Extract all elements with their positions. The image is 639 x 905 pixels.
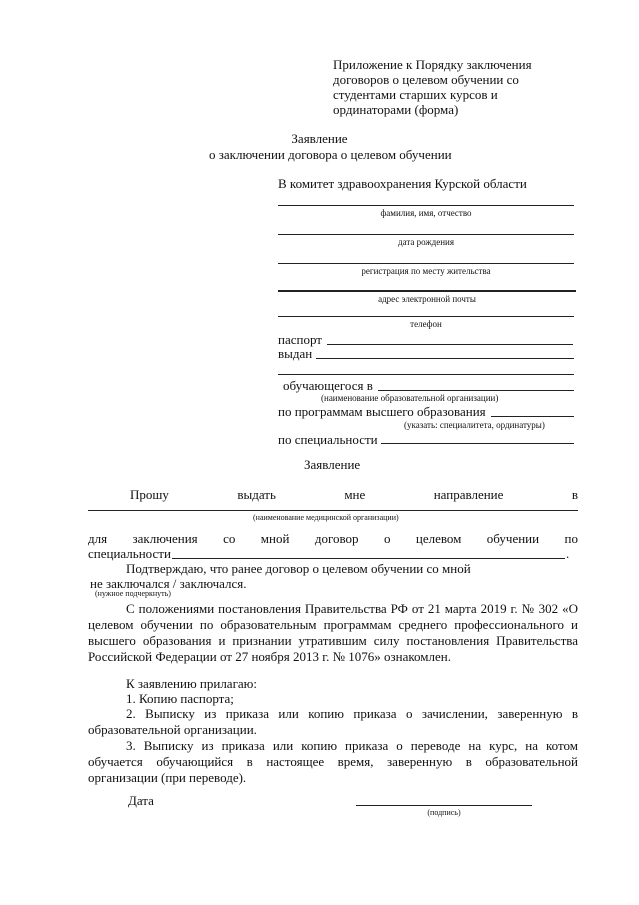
request-word: направление <box>433 487 504 502</box>
org-caption: (наименование образовательной организации) <box>321 393 499 403</box>
request-word: со <box>223 531 236 546</box>
program-caption: (указать: специалитета, ординатуры) <box>404 420 545 430</box>
attachment-item-2: 2. Выписку из приказа или копию приказа о зачислении, заверенную в образовательной организации. <box>88 706 578 737</box>
medical-org-caption: (наименование медицинской организации) <box>253 513 399 522</box>
request-word: выдать <box>237 487 276 502</box>
request-word: для <box>88 531 108 546</box>
page-title: Заявление <box>291 131 348 146</box>
request-line-2 <box>88 531 578 547</box>
addressee: В комитет здравоохранения Курской области <box>278 176 527 191</box>
request-word: целевом <box>415 531 462 546</box>
appendix-line-4: ординаторами (форма) <box>333 102 459 117</box>
request-word: обучении <box>486 531 540 546</box>
issued-line <box>316 358 574 359</box>
birth-date-line <box>278 234 574 235</box>
issued-line-2 <box>278 374 574 375</box>
appendix-line-3: студентами старших курсов и <box>333 87 498 102</box>
full-name-caption: фамилия, имя, отчество <box>380 208 472 218</box>
request-word: о <box>383 531 391 546</box>
specialty-line <box>381 443 574 444</box>
specialty-label: по специальности <box>278 432 378 447</box>
phone-line <box>278 316 574 317</box>
request-word: мне <box>344 487 366 502</box>
request-word: заключения <box>132 531 198 546</box>
request-specialty-line <box>172 558 565 559</box>
birth-date-caption: дата рождения <box>398 237 454 247</box>
attachments-intro: К заявлению прилагаю: <box>126 676 258 691</box>
passport-label: паспорт <box>278 332 322 347</box>
program-line <box>491 416 574 417</box>
attachment-item-3: 3. Выписку из приказа или копию приказа о переводе на курс, на котом обучается обучающийся в настоящее время, заверенную в образовательной организации (при переводе). <box>88 738 578 785</box>
request-specialty-label: специальности <box>88 546 171 561</box>
request-line-1 <box>130 487 578 503</box>
page-subtitle: о заключении договора о целевом обучении <box>209 147 452 162</box>
request-word: в <box>571 487 578 502</box>
acknowledgement-paragraph: С положениями постановления Правительства РФ от 21 марта 2019 г. № 302 «О целевом обучении по образовательным программам среднего профессионального и высшего образования и признании утратившим силу постановления Правительства Российской Федерации от 27 ноября 2013 г. № 1076» ознакомлен. <box>88 601 578 664</box>
confirmation-line-1: Подтверждаю, что ранее договор о целевом обучении со мной <box>126 561 471 576</box>
issued-label: выдан <box>278 346 313 361</box>
attachment-item-1: 1. Копию паспорта; <box>126 691 234 706</box>
student-label: обучающегося в <box>283 378 373 393</box>
request-word: договор <box>314 531 359 546</box>
email-caption: адрес электронной почты <box>378 294 476 304</box>
confirmation-line-2: не заключался / заключался. <box>90 576 247 591</box>
registration-line <box>278 263 574 264</box>
registration-caption: регистрация по месту жительства <box>361 266 491 276</box>
medical-org-line <box>88 510 578 511</box>
passport-line <box>327 344 573 345</box>
date-label: Дата <box>128 793 154 808</box>
appendix-line-1: Приложение к Порядку заключения <box>333 57 532 72</box>
signature-line <box>356 805 532 806</box>
appendix-line-2: договоров о целевом обучении со <box>333 72 519 87</box>
request-specialty-period: . <box>566 546 570 561</box>
request-heading: Заявление <box>304 457 361 472</box>
student-org-line <box>378 390 574 391</box>
confirmation-note: (нужное подчеркнуть) <box>95 589 171 598</box>
request-word: мной <box>260 531 290 546</box>
signature-caption: (подпись) <box>427 808 461 817</box>
request-word: по <box>564 531 578 546</box>
email-line <box>278 290 576 292</box>
full-name-line <box>278 205 574 206</box>
request-word: Прошу <box>130 487 169 502</box>
program-label: по программам высшего образования <box>278 404 486 419</box>
phone-caption: телефон <box>410 319 442 329</box>
